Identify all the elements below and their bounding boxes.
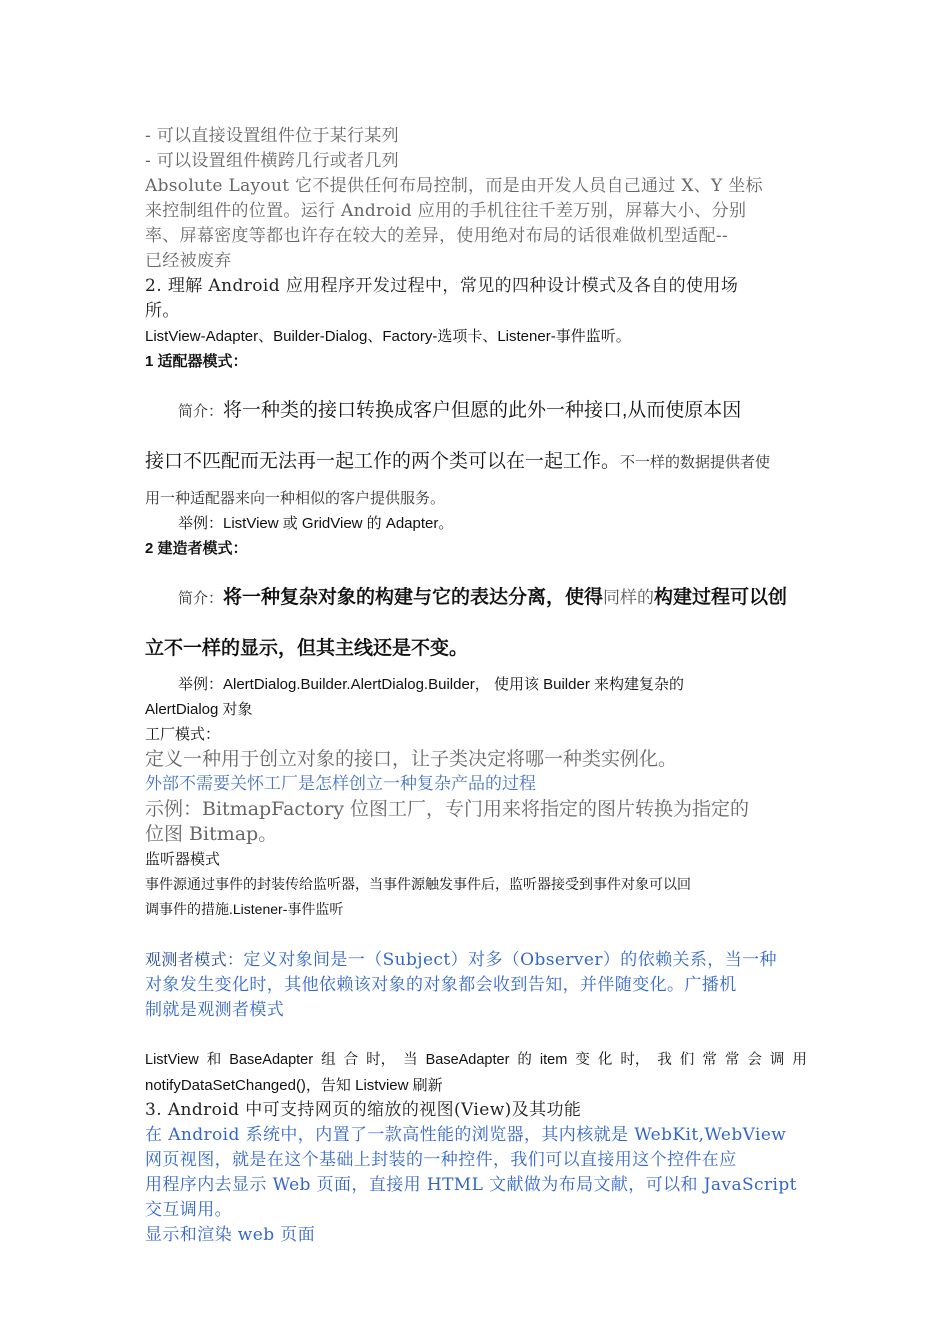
listview-note-word: 和 <box>206 1052 222 1068</box>
adapter-example: 举例：ListView 或 GridView 的 Adapter。 <box>178 515 454 532</box>
intro-text: 将一种类的接口转换成客户但愿的此外一种接口,从而使原本因 <box>223 400 742 421</box>
observer-label: 观测者模式： <box>145 950 244 969</box>
spacer <box>145 661 807 672</box>
intro-label: 简介： <box>178 589 224 607</box>
factory-note: 外部不需要关怀工厂是怎样创立一种复杂产品的过程 <box>145 774 536 794</box>
listview-note-word: 会 <box>747 1052 762 1068</box>
text-line: 率、屏幕密度等都也许存在较大的差异，使用绝对布局的话很难做机型适配-- <box>145 226 728 246</box>
observer-pattern <box>145 947 807 973</box>
listview-note-word: 常 <box>724 1052 740 1068</box>
adapter-intro-cont <box>145 449 807 475</box>
listener-desc-cont: 调事件的措施.Listener-事件监听 <box>145 901 344 917</box>
spacer <box>145 424 807 449</box>
factory-pattern-heading: 工厂模式： <box>145 726 221 743</box>
adapter-pattern-heading: 1 适配器模式： <box>145 353 248 370</box>
listview-note-word: BaseAdapter <box>425 1052 510 1068</box>
webview-desc: 在 Android 系统中，内置了一款高性能的浏览器，其内核就是 WebKit,WebView <box>145 1125 787 1145</box>
patterns-summary: ListView-Adapter、Builder-Dialog、Factory-选项卡、Listener-事件监听。 <box>145 328 631 345</box>
webview-desc: 用程序内去显示 Web 页面，直接用 HTML 文献做为布局文献，可以和 JavaScript <box>145 1175 797 1195</box>
question-3-heading: 3. Android 中可支持网页的缩放的视图(View)及其功能 <box>145 1100 582 1120</box>
listview-note-cont: notifyDataSetChanged()，告知 Listview 刷新 <box>145 1077 443 1094</box>
listview-note-word: 化 <box>597 1052 613 1068</box>
adapter-intro-end: 用一种适配器来向一种相似的客户提供服务。 <box>145 489 446 507</box>
builder-intro <box>145 585 807 611</box>
webview-function: 显示和渲染 web 页面 <box>145 1225 316 1245</box>
observer-text-end: 制就是观测者模式 <box>145 1000 285 1020</box>
listview-note-word: 当 <box>403 1052 418 1068</box>
intro-label: 简介： <box>178 402 224 420</box>
intro-text-plain: 同样的 <box>603 588 655 608</box>
adapter-intro <box>145 398 807 424</box>
listview-note-word: 合 <box>343 1052 359 1068</box>
intro-text: 接口不匹配而无法再一起工作的两个类可以在一起工作。 <box>145 451 621 472</box>
spacer <box>145 1023 807 1048</box>
text-line: - 可以设置组件横跨几行或者几列 <box>145 151 399 171</box>
factory-definition: 定义一种用于创立对象的接口，让子类决定将哪一种类实例化。 <box>145 748 678 770</box>
intro-text-small: 不一样的数据提供者使 <box>620 453 771 471</box>
spacer <box>145 374 807 398</box>
listview-note-word: ListView <box>145 1052 199 1068</box>
builder-intro-cont: 立不一样的显示，但其主线还是不变。 <box>145 638 469 659</box>
spacer <box>145 561 807 585</box>
listener-pattern-heading: 监听器模式 <box>145 851 221 868</box>
spacer <box>145 611 807 636</box>
webview-desc: 网页视图，就是在这个基础上封装的一种控件，我们可以直接用这个控件在应 <box>145 1150 737 1170</box>
observer-text: 定义对象间是一（Subject）对多（Observer）的依赖关系，当一种 <box>243 950 777 970</box>
builder-example: 举例：AlertDialog.Builder.AlertDialog.Builder， 使用该 Builder 来构建复杂的 <box>178 676 684 693</box>
listview-note-word: 组 <box>321 1052 336 1068</box>
text-line: Absolute Layout 它不提供任何布局控制，而是由开发人员自己通过 X、Y 坐标 <box>145 176 763 196</box>
listview-note-word: 调 <box>769 1052 785 1068</box>
question-2-heading: 2. 理解 Android 应用程序开发过程中，常见的四种设计模式及各自的使用场 <box>145 276 739 296</box>
spacer <box>145 475 807 486</box>
listview-note <box>145 1048 807 1073</box>
text-line: - 可以直接设置组件位于某行某列 <box>145 126 399 146</box>
listview-note-word: 我 <box>657 1052 672 1068</box>
listview-note-word: 时， <box>620 1052 650 1068</box>
webview-desc: 交互调用。 <box>145 1200 232 1220</box>
question-2-heading-cont: 所。 <box>145 301 180 321</box>
listview-note-word: 变 <box>575 1052 590 1068</box>
listview-note-word: 常 <box>702 1052 717 1068</box>
listview-note-word: 的 <box>517 1052 532 1068</box>
observer-text-cont: 对象发生变化时，其他依赖该对象的对象都会收到告知，并伴随变化。广播机 <box>145 975 737 995</box>
listview-note-word: 们 <box>679 1052 695 1068</box>
intro-text: 构建过程可以创 <box>654 587 788 608</box>
builder-example-cont: AlertDialog 对象 <box>145 701 253 718</box>
intro-text: 将一种复杂对象的构建与它的表达分离，使得 <box>223 587 604 608</box>
listview-note-word: 用 <box>792 1052 807 1068</box>
spacer <box>145 922 807 947</box>
text-line: 来控制组件的位置。运行 Android 应用的手机往往千差万别，屏幕大小、分别 <box>145 201 747 221</box>
factory-example-cont: 位图 Bitmap。 <box>145 823 278 845</box>
listview-note-word: 时， <box>366 1052 396 1068</box>
text-line: 已经被废弃 <box>145 251 232 271</box>
listview-note-word: item <box>539 1052 568 1068</box>
listener-desc: 事件源通过事件的封装传给监听器，当事件源触发事件后，监听器接受到事件对象可以回 <box>145 876 691 892</box>
listview-note-word: BaseAdapter <box>229 1052 314 1068</box>
factory-example: 示例：BitmapFactory 位图工厂，专门用来将指定的图片转换为指定的 <box>145 798 749 820</box>
builder-pattern-heading: 2 建造者模式： <box>145 540 248 557</box>
document-page <box>145 124 807 1248</box>
